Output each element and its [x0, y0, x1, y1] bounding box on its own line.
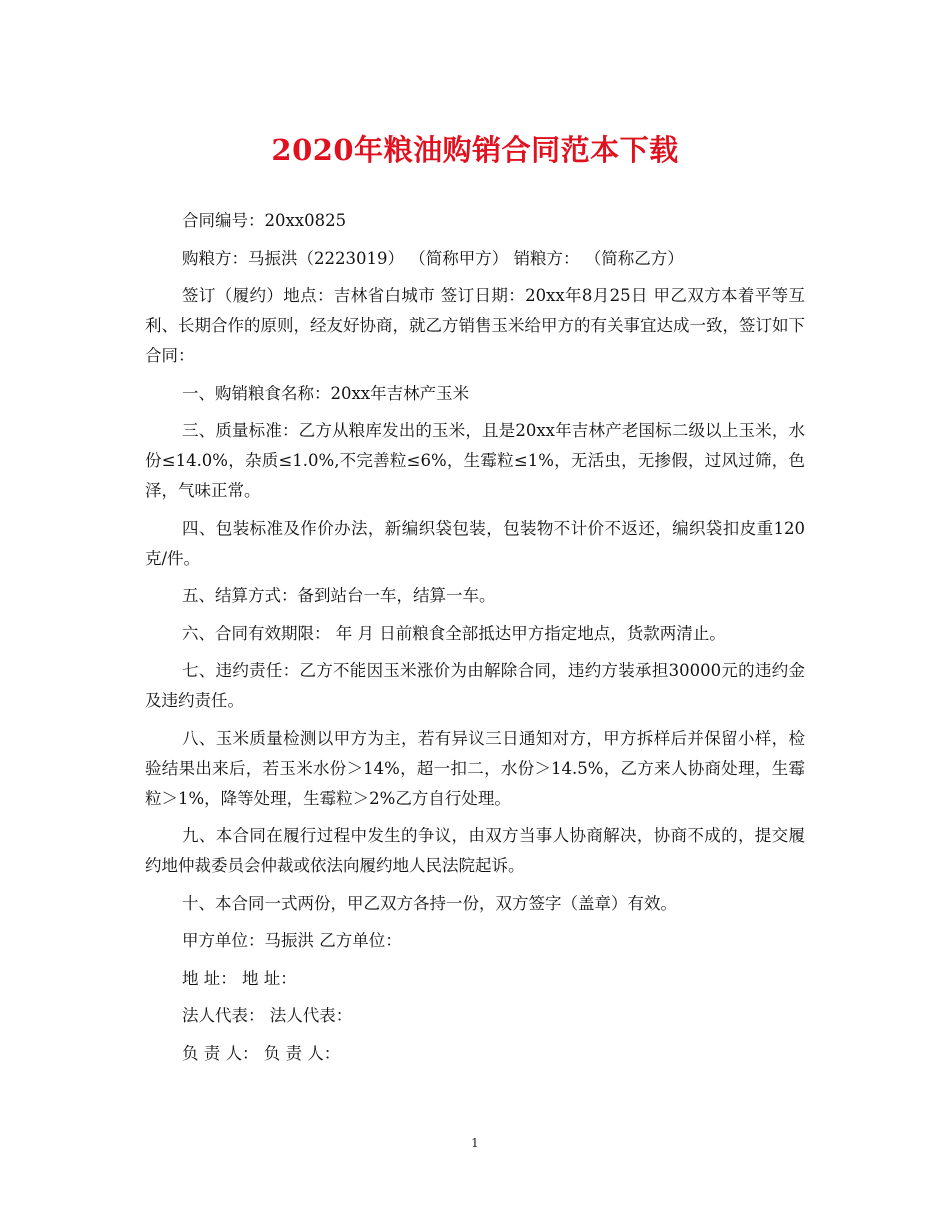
clause-quality-inspection: 八、玉米质量检测以甲方为主，若有异议三日通知对方，甲方拆样后并保留小样，检验结果出来后，若玉米水份＞14%，超一扣二，水份＞14.5%，乙方来人协商处理，生霉粒＞1%，降等处理，生霉粒＞2%乙方自行处理。 [145, 728, 805, 808]
page-number: 1 [471, 1136, 479, 1150]
signature-responsible-line: 负 责 人： 负 责 人： [182, 1043, 341, 1063]
document-title: 2020年粮油购销合同范本下载 [271, 133, 679, 167]
contract-number: 合同编号：20xx0825 [182, 211, 347, 230]
signature-unit-line: 甲方单位：马振洪 乙方单位： [182, 931, 402, 950]
signature-legal-rep-line: 法人代表： 法人代表： [182, 1006, 353, 1025]
clause-quality-standard: 三、质量标准：乙方从粮库发出的玉米，且是20xx年吉林产老国标二级以上玉米，水份≤14.0%，杂质≤1.0%,不完善粒≤6%，生霉粒≤1%，无活虫，无掺假，过风过筛，色泽，气味正常。 [145, 421, 805, 500]
parties-line: 购粮方：马振洪（2223019） （简称甲方） 销粮方： （简称乙方） [182, 248, 684, 268]
clause-validity: 六、合同有效期限： 年 月 日前粮食全部抵达甲方指定地点，货款两清止。 [182, 623, 726, 643]
clause-dispute: 九、本合同在履行过程中发生的争议，由双方当事人协商解决，协商不成的，提交履约地仲裁委员会仲裁或依法向履约地人民法院起诉。 [145, 826, 805, 875]
signature-address-line: 地 址： 地 址： [182, 968, 297, 988]
clause-copies: 十、本合同一式两份，甲乙双方各持一份，双方签字（盖章）有效。 [182, 893, 677, 913]
clause-liability: 七、违约责任：乙方不能因玉米涨价为由解除合同，违约方装承担30000元的违约金及违约责任。 [145, 661, 805, 710]
clause-settlement: 五、结算方式：备到站台一车，结算一车。 [182, 586, 496, 605]
contract-body [145, 206, 805, 1076]
clause-product-name: 一、购销粮食名称：20xx年吉林产玉米 [182, 383, 470, 403]
signing-location-paragraph: 签订（履约）地点：吉林省白城市 签订日期：20xx年8月25日 甲乙双方本着平等互利、长期合作的原则，经友好协商，就乙方销售玉米给甲方的有关事宜达成一致，签订如下合同： [145, 286, 805, 365]
clause-packaging: 四、包装标准及作价办法，新编织袋包装，包装物不计价不返还，编织袋扣皮重120克/件。 [145, 518, 805, 568]
